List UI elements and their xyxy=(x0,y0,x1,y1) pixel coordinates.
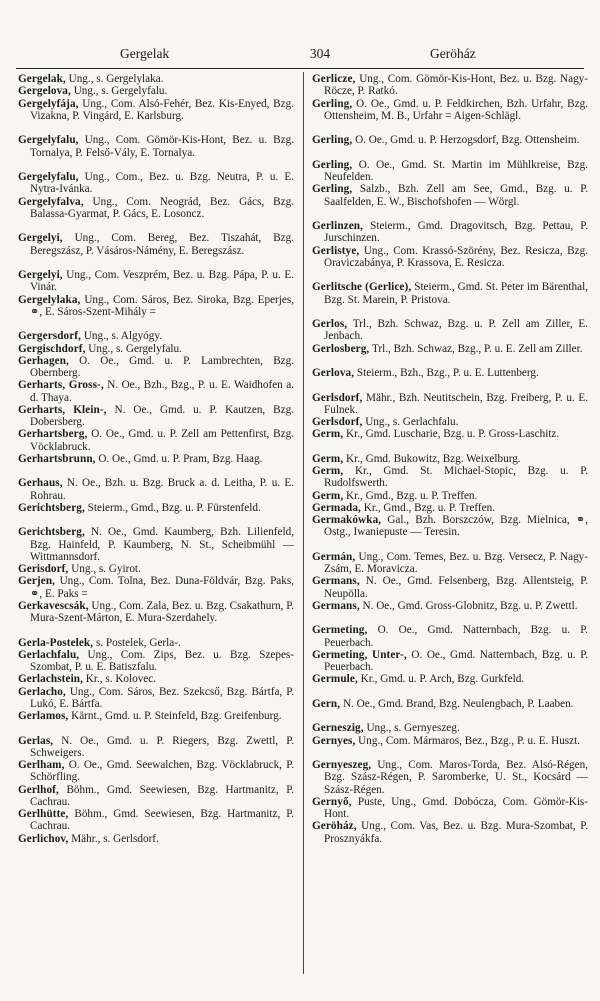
entry-text: Kr., Gmd., Bzg. u. P. Treffen. xyxy=(363,501,496,514)
gazetteer-entry xyxy=(18,73,294,85)
gazetteer-entry xyxy=(312,183,588,220)
gazetteer-entry xyxy=(312,281,588,318)
left-column xyxy=(18,73,294,845)
right-column xyxy=(312,73,588,845)
entry-text: Ung., Com., Bez. u. Bzg. Neutra, P. u. E. Nytra-Ivánka. xyxy=(30,171,294,196)
entry-text: Ung., Com. Tolna, Bez. Duna-Földvár, Bzg. Paks, ⚭, E. Paks = xyxy=(30,575,294,600)
entry-text: Ung., Com. Veszprém, Bez. u. Bzg. Pápa, P. u. E. Vinár. xyxy=(30,269,294,294)
entry-headword: Germule, xyxy=(312,673,358,686)
gazetteer-entry xyxy=(312,392,588,417)
entry-text: Ung., Com. Zala, Bez. u. Bzg. Csakathurn, P. Mura-Szent-Márton, E. Mura-Szerdahely. xyxy=(30,599,294,624)
entry-text: Ung., Com. Zips, Bez. u. Bzg. Szepes-Szombat, P. u. E. Batiszfalu. xyxy=(30,648,294,673)
entry-text: Ung., s. Gergelyfalu. xyxy=(73,85,168,98)
entry-text: Steierm., Gmd. Dragovitsch, Bzg. Pettau, P. Jurschinzen. xyxy=(324,220,588,245)
gazetteer-entry xyxy=(18,85,294,97)
gazetteer-entry xyxy=(312,245,588,282)
entry-text: Kr., Gmd. u. P. Arch, Bzg. Gurkfeld. xyxy=(360,673,525,686)
entry-headword: Gerlhütte, xyxy=(18,808,69,820)
gazetteer-entry xyxy=(18,404,294,429)
entry-headword: Gerlsdorf, xyxy=(312,391,363,404)
entry-headword: Gerisdorf, xyxy=(18,563,69,575)
entry-headword: Gergelyfája, xyxy=(18,97,79,110)
entry-text: Böhm., Gmd. Seewiesen, Bzg. Hartmanitz, P. Cachrau. xyxy=(30,808,294,833)
entry-text: Ung., Com. Bereg, Bez. Tiszahát, Bzg. Beregszász, P. Vásáros-Námény, E. Beregszász. xyxy=(30,232,294,257)
entry-headword: Gerling, xyxy=(312,97,353,110)
entry-text: Ung., s. Gergelyfalu. xyxy=(88,342,182,355)
entry-headword: Gerlham, xyxy=(18,759,65,771)
gazetteer-entry xyxy=(312,673,588,698)
entry-headword: Gerlichov, xyxy=(18,832,69,845)
entry-text: Kr., Gmd. Luscharie, Bzg. u. P. Gross-Laschitz. xyxy=(346,428,560,441)
entry-headword: Gerharts, Gross-, xyxy=(18,379,104,392)
entry-headword: Gerlacho, xyxy=(18,685,66,698)
entry-headword: Gerlas, xyxy=(18,734,54,747)
gazetteer-entry xyxy=(18,563,294,575)
entry-text: Salzb., Bzh. Zell am See, Gmd., Bzg. u. P. Saalfelden, E. W., Bischofshofen — Wörgl. xyxy=(324,183,588,208)
gazetteer-entry xyxy=(18,735,294,760)
entry-text: Puste, Ung., Gmd. Dobócza, Com. Gömör-Kis-Hont. xyxy=(324,795,588,820)
entry-headword: Gergischdorf, xyxy=(18,342,86,355)
gazetteer-entry xyxy=(18,637,294,649)
entry-headword: Gerlos, xyxy=(312,318,348,330)
header-last-word: Geröház xyxy=(430,46,476,61)
entry-text: s. Postelek, Gerla-. xyxy=(95,636,181,649)
gazetteer-entry xyxy=(312,453,588,465)
entry-text: Ung., Com. Sáros, Bez. Siroka, Bzg. Eperjes, ⚭, E. Sáros-Szent-Mihály = xyxy=(30,293,294,318)
gazetteer-entry xyxy=(18,428,294,453)
gazetteer-entry xyxy=(18,575,294,600)
entry-text: N. Oe., Gmd. Brand, Bzg. Neulengbach, P. Laaben. xyxy=(342,697,574,710)
page-number: 304 xyxy=(309,46,331,61)
column-divider xyxy=(303,72,304,974)
entry-text: Kr., Gmd. St. Michael-Stopic, Bzg. u. P. Rudolfswerth. xyxy=(324,465,588,490)
gazetteer-entry xyxy=(18,330,294,342)
entry-headword: Gerlinzen, xyxy=(312,220,364,232)
entry-text: Ung., Com. Maros-Torda, Bez. Alsó-Régen, Bzg. Szász-Régen, P. Saromberke, U. St., Kocsárd — Szász-Régen. xyxy=(324,759,588,796)
header-first-word: Gergelak xyxy=(120,46,170,61)
entry-headword: Gerlhof, xyxy=(18,783,59,796)
entry-headword: Germeting, xyxy=(312,624,368,637)
gazetteer-entry xyxy=(18,171,294,196)
gazetteer-entry xyxy=(312,722,588,734)
entry-headword: Gerla-Postelek, xyxy=(18,636,94,649)
entry-headword: Germada, xyxy=(312,501,361,514)
gazetteer-entry xyxy=(312,98,588,135)
header-rule xyxy=(16,68,584,69)
gazetteer-entry xyxy=(312,159,588,184)
gazetteer-entry xyxy=(312,428,588,453)
gazetteer-entry xyxy=(18,477,294,502)
gazetteer-entry xyxy=(312,600,588,625)
entry-headword: Gernyő, xyxy=(312,795,352,808)
running-header xyxy=(20,46,580,66)
entry-headword: Gerichtsberg, xyxy=(18,501,85,514)
entry-headword: Gerlachstein, xyxy=(18,673,83,686)
gazetteer-entry xyxy=(18,600,294,637)
entry-text: Steierm., Gmd. St. Peter im Bärenthal, Bzg. St. Marein, P. Pristova. xyxy=(324,281,588,306)
entry-text: Ung., Com. Krassó-Szörény, Bez. Resicza, Bzg. Oraviczabánya, P. Krassova, E. Resicza. xyxy=(324,244,588,269)
entry-text: N. Oe., Gmd. u. P. Kautzen, Bzg. Dobersberg. xyxy=(30,403,294,428)
entry-text: Ung., s. Gergelylaka. xyxy=(68,73,164,85)
gazetteer-entry xyxy=(18,294,294,331)
gazetteer-entry xyxy=(312,551,588,576)
entry-headword: Germeting, Unter-, xyxy=(312,648,407,661)
gazetteer-entry xyxy=(18,649,294,674)
entry-headword: Gergelyi, xyxy=(18,232,63,245)
entry-headword: Gerlitsche (Gerlice), xyxy=(312,281,412,294)
entry-text: Böhm., Gmd. Seewiesen, Bzg. Hartmanitz, P. Cachrau. xyxy=(30,783,294,808)
gazetteer-entry xyxy=(18,134,294,171)
entry-headword: Germans, xyxy=(312,575,360,588)
entry-headword: Gerling, xyxy=(312,134,353,147)
entry-headword: Gerjen, xyxy=(18,575,56,588)
entry-headword: Gerhartsberg, xyxy=(18,428,88,441)
entry-headword: Gerichtsberg, xyxy=(18,526,85,539)
gazetteer-entry xyxy=(312,698,588,723)
gazetteer-entry xyxy=(18,343,294,355)
gazetteer-entry xyxy=(312,73,588,98)
gazetteer-entry xyxy=(312,220,588,245)
gazetteer-entry xyxy=(18,833,294,845)
gazetteer-entry xyxy=(312,514,588,551)
entry-headword: Gerling, xyxy=(312,183,353,196)
entry-text: Gal., Bzh. Borszczów, Bzg. Mielnica, ⚭, Ostg., Iwaniepuste — Teresin. xyxy=(324,514,588,539)
entry-headword: Germans, xyxy=(312,599,360,612)
entry-text: Steierm., Gmd., Bzg. u. P. Fürstenfeld. xyxy=(87,501,261,514)
entry-headword: Gerhaus, xyxy=(18,477,63,490)
gazetteer-entry xyxy=(18,526,294,563)
entry-text: Ung., Com. Mármaros, Bez., Bzg., P. u. E. Huszt. xyxy=(358,734,581,747)
entry-headword: Germán, xyxy=(312,550,356,563)
entry-text: N. Oe., Gmd. Felsenberg, Bzg. Allentsteig, P. Neupölla. xyxy=(324,575,588,600)
entry-text: Steierm., Bzh., Bzg., P. u. E. Luttenberg. xyxy=(356,367,539,379)
gazetteer-entry xyxy=(18,98,294,135)
gazetteer-entry xyxy=(312,343,588,368)
gazetteer-entry xyxy=(18,808,294,833)
entry-text: Ung., Com. Alsó-Fehér, Bez. Kis-Enyed, Bzg. Vizakna, P. Vingárd, E. Karlsburg. xyxy=(30,97,294,122)
entry-text: Kr., Gmd., Bzg. u. P. Treffen. xyxy=(346,489,478,502)
entry-headword: Gerneszig, xyxy=(312,722,364,735)
gazetteer-entry xyxy=(18,453,294,478)
entry-headword: Germ, xyxy=(312,489,344,502)
entry-headword: Gerhagen, xyxy=(18,354,69,367)
entry-text: O. Oe., Gmd. St. Martin im Mühlkreise, Bzg. Neufelden. xyxy=(324,158,588,183)
entry-headword: Gerkavescsák, xyxy=(18,599,89,612)
entry-text: Ung., Com. Temes, Bez. u. Bzg. Versecz, P. Nagy-Zsám, E. Moravicza. xyxy=(324,550,588,575)
gazetteer-entry xyxy=(18,759,294,784)
entry-headword: Germ, xyxy=(312,465,344,477)
entry-text: Kr., s. Kolovec. xyxy=(85,673,157,686)
entry-text: Ung., Com. Gömör-Kis-Hont, Bez. u. Bzg. Nagy-Röcze, P. Ratkó. xyxy=(324,73,588,98)
entry-text: Ung., s. Gernyeszeg. xyxy=(366,722,460,735)
gazetteer-entry xyxy=(18,710,294,735)
entry-headword: Gern, xyxy=(312,697,341,710)
entry-text: O. Oe., Gmd. u. P. Zell am Pettenfirst, Bzg. Vöcklabruck. xyxy=(30,428,294,453)
entry-text: Ung., Com. Sáros, Bez. Szekcső, Bzg. Bártfa, P. Lukó, E. Bártfa. xyxy=(30,685,294,710)
gazetteer-entry xyxy=(312,318,588,343)
entry-headword: Gerlosberg, xyxy=(312,342,370,355)
gazetteer-entry xyxy=(312,575,588,600)
entry-headword: Gerlsdorf, xyxy=(312,416,363,428)
entry-text: N. Oe., Gmd. u. P. Riegers, Bzg. Zwettl, P. Schweigers. xyxy=(30,734,294,759)
entry-text: N. Oe., Bzh., Bzg., P. u. E. Waidhofen a. d. Thaya. xyxy=(30,379,294,404)
gazetteer-entry xyxy=(18,686,294,711)
gazetteer-entry xyxy=(18,379,294,404)
entry-text: N. Oe., Bzh. u. Bzg. Bruck a. d. Leitha, P. u. E. Rohrau. xyxy=(30,477,294,502)
gazetteer-entry xyxy=(312,649,588,674)
entry-headword: Gergelylaka, xyxy=(18,293,81,306)
entry-text: Mähr., s. Gerlsdorf. xyxy=(71,832,159,845)
entry-text: O. Oe., Gmd. u. P. Feldkirchen, Bzh. Urfahr, Bzg. Ottensheim, M. B., Urfahr = Aigen-Schlägl. xyxy=(324,97,588,122)
entry-headword: Germ, xyxy=(312,452,344,465)
entry-text: N. Oe., Gmd. Gross-Globnitz, Bzg. u. P. Zwettl. xyxy=(362,599,578,612)
entry-headword: Gergelak, xyxy=(18,73,66,85)
entry-headword: Gergelyfalu, xyxy=(18,134,79,147)
gazetteer-entry xyxy=(312,416,588,428)
entry-text: Ung., Com. Vas, Bez. u. Bzg. Mura-Szombat, P. Prosznyákfa. xyxy=(324,820,588,845)
entry-headword: Gerhartsbrunn, xyxy=(18,452,96,465)
entry-text: O. Oe., Gmd. Natternbach, Bzg. u. P. Peuerbach. xyxy=(324,648,588,673)
entry-headword: Gerharts, Klein-, xyxy=(18,403,107,416)
gazetteer-entry xyxy=(312,367,588,392)
entry-headword: Germ, xyxy=(312,428,344,441)
entry-headword: Gernyes, xyxy=(312,734,356,747)
entry-text: O. Oe., Gmd. u. P. Pram, Bzg. Haag. xyxy=(98,452,263,465)
entry-headword: Gerlachfalu, xyxy=(18,648,80,661)
gazetteer-entry xyxy=(312,735,588,760)
gazetteer-entry xyxy=(18,232,294,269)
entry-headword: Gergelova, xyxy=(18,85,71,98)
entry-text: O. Oe., Gmd. u. P. Herzogsdorf, Bzg. Ottensheim. xyxy=(355,134,580,147)
entry-text: O. Oe., Gmd. u. P. Lambrechten, Bzg. Obernberg. xyxy=(30,354,294,379)
entry-text: Ung., Com. Neográd, Bez. Gács, Bzg. Balassa-Gyarmat, P. Gács, E. Losoncz. xyxy=(30,195,294,220)
entry-headword: Gergelyfalu, xyxy=(18,171,79,183)
gazetteer-entry xyxy=(312,624,588,649)
gazetteer-entry xyxy=(18,502,294,527)
entry-text: N. Oe., Gmd. Kaumberg, Bzh. Lilienfeld, Bzg. Hainfeld, P. Kaumberg, N. St., Scheibmühl — Wittmannsdorf. xyxy=(30,526,294,563)
gazetteer-entry xyxy=(18,784,294,809)
entry-text: O. Oe., Gmd. Seewalchen, Bzg. Vöcklabruck, P. Schörfling. xyxy=(30,759,294,784)
entry-headword: Gerling, xyxy=(312,158,353,171)
gazetteer-entry xyxy=(18,196,294,233)
entry-headword: Gerlamos, xyxy=(18,710,69,722)
entry-text: Trl., Bzh. Schwaz, Bzg. u. P. Zell am Ziller, E. Jenbach. xyxy=(324,318,588,343)
gazetteer-entry xyxy=(18,673,294,685)
entry-headword: Gergelyfalva, xyxy=(18,195,84,208)
gazetteer-entry xyxy=(312,502,588,514)
entry-text: Ung., Com. Gömör-Kis-Hont, Bez. u. Bzg. Tornalya, P. Felső-Vály, E. Tornalya. xyxy=(30,134,294,159)
entry-text: Ung., s. Gerlachfalu. xyxy=(365,416,459,428)
entry-headword: Gerlicze, xyxy=(312,73,356,85)
entry-text: Ung., s. Algyógy. xyxy=(83,330,163,343)
gazetteer-entry xyxy=(312,820,588,845)
entry-headword: Geröház, xyxy=(312,820,357,833)
entry-headword: Gerlova, xyxy=(312,367,355,379)
gazetteer-entry xyxy=(312,134,588,159)
gazetteer-entry xyxy=(312,490,588,502)
entry-headword: Gergersdorf, xyxy=(18,330,82,343)
entry-headword: Gernyeszeg, xyxy=(312,759,372,771)
entry-headword: Gergelyi, xyxy=(18,269,63,281)
entry-text: Kr., Gmd. Bukowitz, Bzg. Weixelburg. xyxy=(346,452,521,465)
gazetteer-entry xyxy=(312,465,588,490)
gazetteer-entry xyxy=(312,759,588,796)
gazetteer-entry xyxy=(312,796,588,821)
entry-text: Kärnt., Gmd. u. P. Steinfeld, Bzg. Greifenburg. xyxy=(71,710,282,722)
entry-text: O. Oe., Gmd. Natternbach, Bzg. u. P. Peuerbach. xyxy=(324,624,588,649)
entry-headword: Gerlistye, xyxy=(312,244,360,257)
entry-text: Mähr., Bzh. Neutitschein, Bzg. Freiberg, P. u. E. Fulnek. xyxy=(324,391,588,416)
gazetteer-entry xyxy=(18,355,294,380)
entry-text: Ung., s. Gyirot. xyxy=(71,563,141,575)
entry-text: Trl., Bzh. Schwaz, Bzg., P. u. E. Zell am Ziller. xyxy=(371,342,583,355)
gazetteer-entry xyxy=(18,269,294,294)
entry-headword: Germakówka, xyxy=(312,514,382,526)
